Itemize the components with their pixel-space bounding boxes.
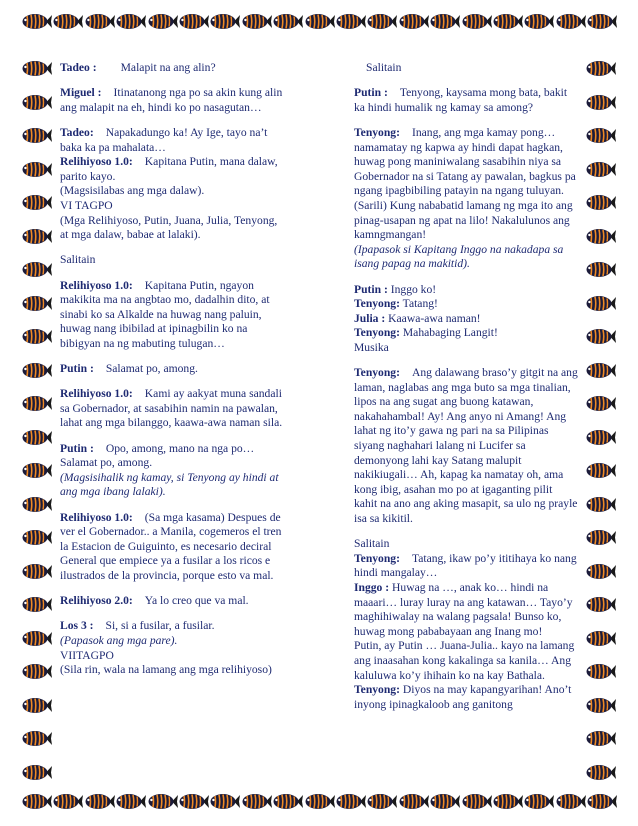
- stage-direction: (Ipapasok si Kapitang Inggo na nakadapa sa isang papag na makitid).: [354, 242, 564, 271]
- fish-icon: [22, 13, 52, 30]
- fish-icon: [85, 793, 115, 810]
- speaker: Putin :: [60, 362, 94, 376]
- fish-icon: [22, 429, 52, 446]
- speaker: Putin :: [60, 441, 94, 455]
- dialogue-line: [60, 86, 288, 115]
- fish-icon: [22, 630, 52, 647]
- fish-icon: [116, 13, 146, 30]
- fish-icon: [430, 13, 460, 30]
- fish-icon: [22, 60, 52, 77]
- fish-icon: [22, 563, 52, 580]
- fish-icon: [367, 13, 397, 30]
- line-text: Itinatanong nga po sa akin kung alin ang malapit na eh, hindi ko po nasagutan…: [60, 86, 283, 114]
- line-text: Tatang, ikaw po’y ititihaya ko nang hindi mangalay…: [354, 551, 577, 580]
- fish-icon: [305, 793, 335, 810]
- speaker: Tenyong:: [354, 326, 400, 340]
- fish-icon: [22, 295, 52, 312]
- stage-direction: (Magsisihalik ng kamay, si Tenyong ay hindi at ang mga ibang lalaki).: [60, 470, 279, 499]
- fish-icon: [22, 261, 52, 278]
- stage-direction: Salitain: [354, 537, 390, 551]
- fish-icon: [22, 94, 52, 111]
- speaker: Relihiyoso 2.0:: [60, 594, 133, 608]
- fish-icon: [305, 13, 335, 30]
- dialogue-line: [60, 279, 288, 352]
- fish-icon: [22, 127, 52, 144]
- dialogue-block: [60, 619, 288, 677]
- fish-icon: [587, 13, 617, 30]
- fish-icon: [586, 94, 616, 111]
- speaker: Tenyong:: [354, 366, 400, 380]
- fish-icon: [586, 529, 616, 546]
- fish-icon: [22, 793, 52, 810]
- dialogue-line: [60, 387, 288, 431]
- fish-icon: [210, 13, 240, 30]
- dialogue-line: [354, 86, 578, 115]
- line-text: Inang, ang mga kamay pong… namamatay ng kapwa ay hindi dapat hagkan, huwag pong maniniwalang sasabihin niya sa Gobernador na si Tatang ay pawalan, bagkus pa ngang ipagbibiling patayin na ngang tuluyan. (Sarili) Kung nababatid lamang ng mga ito ang pinag-usapan ng apat na lilo! Nakalulunos ang kamngmangan!: [354, 125, 576, 242]
- fish-icon: [336, 13, 366, 30]
- fish-icon: [179, 13, 209, 30]
- fish-icon: [586, 663, 616, 680]
- line-text: Huwag na …, anak ko… hindi na maaari… luray luray na ang katawan… Tayo’y maghihiwalay na walang pagsala! Bunso ko, huwag mong pababayaan ang Inang mo!: [354, 580, 573, 638]
- dialogue-block: [60, 442, 288, 500]
- speaker: Miguel :: [60, 86, 102, 100]
- fish-icon: [22, 496, 52, 513]
- fish-icon: [430, 793, 460, 810]
- fish-icon: [22, 730, 52, 747]
- dialogue-block: [354, 537, 578, 712]
- line-text: Si, si a fusilar, a fusilar.: [105, 619, 215, 633]
- stage-direction: Salitain: [60, 253, 96, 267]
- fish-icon: [53, 793, 83, 810]
- fish-icon: [587, 793, 617, 810]
- fish-icon: [586, 395, 616, 412]
- dialogue-line: [60, 511, 288, 584]
- stage-direction: (Magsisilabas ang mga dalaw).: [60, 184, 205, 198]
- line-text: Kapitana Putin, ngayon makikita ma na angbtao mo, dadalhin dito, at sinabi ko sa Alkalde na huwag nang paluin, huwag nang ibibilad at ipinagbilin ko na bibigyan na ng mabuting tulugan…: [60, 278, 270, 350]
- fish-icon: [22, 362, 52, 379]
- fish-icon: [210, 793, 240, 810]
- stage-direction: (Mga Relihiyoso, Putin, Juana, Julia, Tenyong, at mga dalaw, babae at lalaki).: [60, 213, 278, 242]
- fish-icon: [22, 663, 52, 680]
- left-column: [60, 61, 288, 688]
- line-text: Ya lo creo que va mal.: [144, 594, 249, 608]
- fish-icon: [179, 793, 209, 810]
- fish-icon: [586, 328, 616, 345]
- line-text: Opo, among, mano na nga po… Salamat po, among.: [60, 441, 255, 470]
- dialogue-line: [354, 366, 578, 527]
- fish-icon: [586, 194, 616, 211]
- fish-icon: [586, 362, 616, 379]
- line-text: Napakadungo ka! Ay Ige, tayo na’t baka ka pa mahalata…: [60, 125, 268, 154]
- fish-icon: [586, 563, 616, 580]
- fish-icon: [399, 793, 429, 810]
- fish-icon: [586, 462, 616, 479]
- speaker: Tadeo :: [60, 61, 97, 74]
- fish-icon: [556, 793, 586, 810]
- speaker: Tadeo:: [60, 125, 94, 139]
- speaker: Relihiyoso 1.0:: [60, 278, 133, 292]
- line-text: Tatang!: [402, 297, 438, 311]
- fish-icon: [586, 295, 616, 312]
- speaker: Putin :: [354, 282, 388, 296]
- fish-icon: [148, 13, 178, 30]
- fish-icon: [524, 13, 554, 30]
- line-text: Ang dalawang braso’y gitgit na ang laman, naglabas ang mga buto sa mga tinalian, lipos na ang sugat ang buong katawan, nakahahambal! Ay! Ang anyo ni Amang! Ang lahat ng ito’y gawa ng pari na sa Pilipinas siyang naghahari lalang ni Lucifer sa demonyong lahi kay Satang malupit nakikiugali… Ah, kapag ka namatay oh, ama kong ibig, asahan mo po at igaganting pilit kahit na ano ang aking masapit, sa ulo ng prayle isa sa kikitil.: [354, 366, 578, 525]
- fish-icon: [22, 161, 52, 178]
- fish-icon: [273, 13, 303, 30]
- line-text: Putin, ay Putin … Juana-Julia.. kayo na lamang ang inaasahan kong kakalinga sa kanila… Ang kaluluwa ko’y ihihain ko na kay Bathala.: [354, 639, 575, 682]
- fish-icon: [22, 328, 52, 345]
- speaker: Tenyong:: [354, 125, 400, 139]
- fish-icon: [22, 395, 52, 412]
- fish-icon: [586, 496, 616, 513]
- speaker: Julia :: [354, 311, 386, 325]
- fish-icon: [22, 529, 52, 546]
- fish-icon: [242, 793, 272, 810]
- line-text: Tenyong, kaysama mong bata, bakit ka hindi humalik ng kamay sa among?: [354, 86, 568, 114]
- dialogue-line: [60, 362, 288, 377]
- stage-direction: (Papasok ang mga pare).: [60, 633, 178, 647]
- fish-icon: [22, 764, 52, 781]
- fish-icon: [586, 261, 616, 278]
- fish-icon: [22, 596, 52, 613]
- speaker: Relihiyoso 1.0:: [60, 155, 133, 169]
- fish-icon: [22, 194, 52, 211]
- line-text: Malapit na ang alin?: [120, 61, 216, 74]
- line-text: Mahabaging Langit!: [402, 326, 498, 340]
- fish-icon: [22, 697, 52, 714]
- fish-icon: [586, 429, 616, 446]
- dialogue-block: [354, 283, 578, 356]
- dialogue-line: [60, 594, 288, 609]
- speaker: Los 3 :: [60, 619, 94, 633]
- line-text: Inggo ko!: [390, 282, 437, 296]
- speaker: Inggo :: [354, 580, 390, 594]
- line-text: Kapitana Putin, mana dalaw, parito kayo.: [60, 155, 278, 183]
- line-text: (Sa mga kasama) Despues de ver el Gobernador.. a Manila, cogemeros el tren la Estacion de Guiguinto, es necesario deciral General que empiece ya a fusilar a los ricos e ilustrados de la provincia, porque esto va mal.: [60, 510, 282, 582]
- dialogue-block: [354, 126, 578, 272]
- speaker: Tenyong:: [354, 297, 400, 311]
- fish-icon: [493, 793, 523, 810]
- stage-direction: (Sila rin, wala na lamang ang mga relihiyoso): [60, 663, 272, 677]
- line-text: Diyos na may kapangyarihan! Ano’t inyong ipinagkaloob ang ganitong: [354, 683, 572, 711]
- fish-icon: [399, 13, 429, 30]
- fish-icon: [586, 127, 616, 144]
- line-text: Kami ay aakyat muna sandali sa Gobernador, at sasabihin namin na pawalan, lahat ang mga bilanggo, kaawa-awa naman sila.: [60, 387, 283, 430]
- fish-icon: [586, 60, 616, 77]
- line-text: Salamat po, among.: [105, 362, 198, 376]
- right-column: [354, 61, 578, 723]
- fish-icon: [586, 228, 616, 245]
- dialogue-block: [60, 126, 288, 243]
- fish-icon: [462, 793, 492, 810]
- dialogue-line: [60, 61, 288, 76]
- fish-icon: [462, 13, 492, 30]
- fish-icon: [586, 161, 616, 178]
- fish-icon: [586, 764, 616, 781]
- fish-icon: [524, 793, 554, 810]
- fish-icon: [586, 630, 616, 647]
- fish-icon: [556, 13, 586, 30]
- stage-direction: Musika: [354, 340, 389, 354]
- speaker: Putin :: [354, 86, 388, 100]
- fish-icon: [148, 793, 178, 810]
- stage-direction: Salitain: [366, 61, 402, 74]
- line-text: Kaawa-awa naman!: [388, 311, 481, 325]
- scene-heading: VI TAGPO: [60, 198, 113, 212]
- speaker: Relihiyoso 1.0:: [60, 510, 133, 524]
- fish-icon: [586, 730, 616, 747]
- fish-icon: [22, 462, 52, 479]
- fish-icon: [586, 596, 616, 613]
- fish-icon: [242, 13, 272, 30]
- speaker: Relihiyoso 1.0:: [60, 387, 133, 401]
- fish-icon: [273, 793, 303, 810]
- fish-icon: [493, 13, 523, 30]
- fish-icon: [85, 13, 115, 30]
- fish-icon: [336, 793, 366, 810]
- fish-icon: [116, 793, 146, 810]
- scene-heading: VIITAGPO: [60, 648, 114, 662]
- fish-icon: [22, 228, 52, 245]
- fish-icon: [586, 697, 616, 714]
- fish-icon: [367, 793, 397, 810]
- fish-icon: [53, 13, 83, 30]
- speaker: Tenyong:: [354, 683, 400, 697]
- speaker: Tenyong:: [354, 551, 400, 565]
